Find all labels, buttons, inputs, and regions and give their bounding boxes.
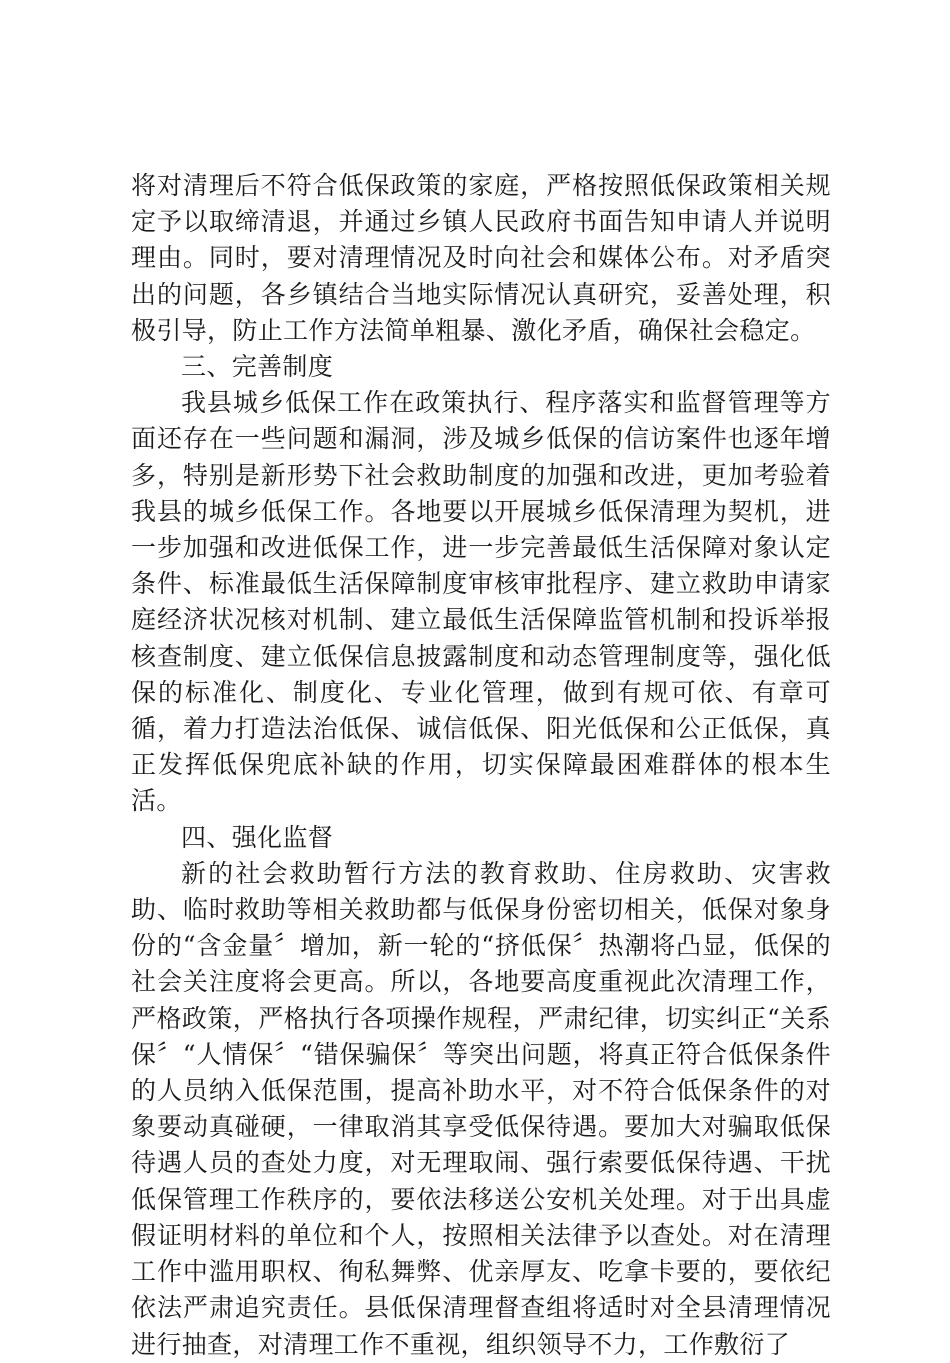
paragraph-improve-system: 我县城乡低保工作在政策执行、程序落实和监督管理等方面还存在一些问题和漏洞，涉及城乡低保的信访案件也逐年增多，特别是新形势下社会救助制度的加强和改进，更加考验着我县的城乡低保工作。各地要以开展城乡低保清理为契机，进一步加强和改进低保工作，进一步完善最低生活保障对象认定条件、标准最低生活保障制度审核审批程序、建立救助申请家庭经济状况核对机制、建立最低生活保障监管机制和投诉举报核查制度、建立低保信息披露制度和动态管理制度等，强化低保的标准化、制度化、专业化管理，做到有规可依、有章可循，着力打造法治低保、诚信低保、阳光低保和公正低保，真正发挥低保兜底补缺的作用，切实保障最困难群体的根本生活。 [131, 388, 831, 816]
document-page [131, 168, 831, 1363]
paragraph-strengthen-supervision: 新的社会救助暂行方法的教育救助、住房救助、灾害救助、临时救助等相关救助都与低保身份密切相关，低保对象身份的“含金量〞增加，新一轮的“挤低保〞热潮将凸显，低保的社会关注度将会更高。所以，各地要高度重视此次清理工作，严格政策，严格执行各项操作规程，严肃纪律，切实纠正“关系保〞“人情保〞“错保骗保〞等突出问题，将真正符合低保条件的人员纳入低保范围，提高补助水平，对不符合低保条件的对象要动真碰硬，一律取消其享受低保待遇。要加大对骗取低保待遇人员的查处力度，对无理取闹、强行索要低保待遇、干扰低保管理工作秩序的，要依法移送公安机关处理。对于出具虚假证明材料的单位和个人，按照相关法律予以查处。对在清理工作中滥用职权、徇私舞弊、优亲厚友、吃拿卡要的，要依纪依法严肃追究责任。县低保清理督查组将适时对全县清理情况进行抽查，对清理工作不重视，组织领导不力，工作敷衍了 [131, 858, 831, 1359]
paragraph-continued: 将对清理后不符合低保政策的家庭，严格按照低保政策相关规定予以取缔清退，并通过乡镇人民政府书面告知申请人并说明理由。同时，要对清理情况及时向社会和媒体公布。对矛盾突出的问题，各乡镇结合当地实际情况认真研究，妥善处理，积极引导，防止工作方法简单粗暴、激化矛盾，确保社会稳定。 [131, 171, 831, 345]
section-heading-strengthen-supervision: 四、强化监督 [181, 822, 334, 852]
section-heading-improve-system: 三、完善制度 [181, 352, 334, 382]
